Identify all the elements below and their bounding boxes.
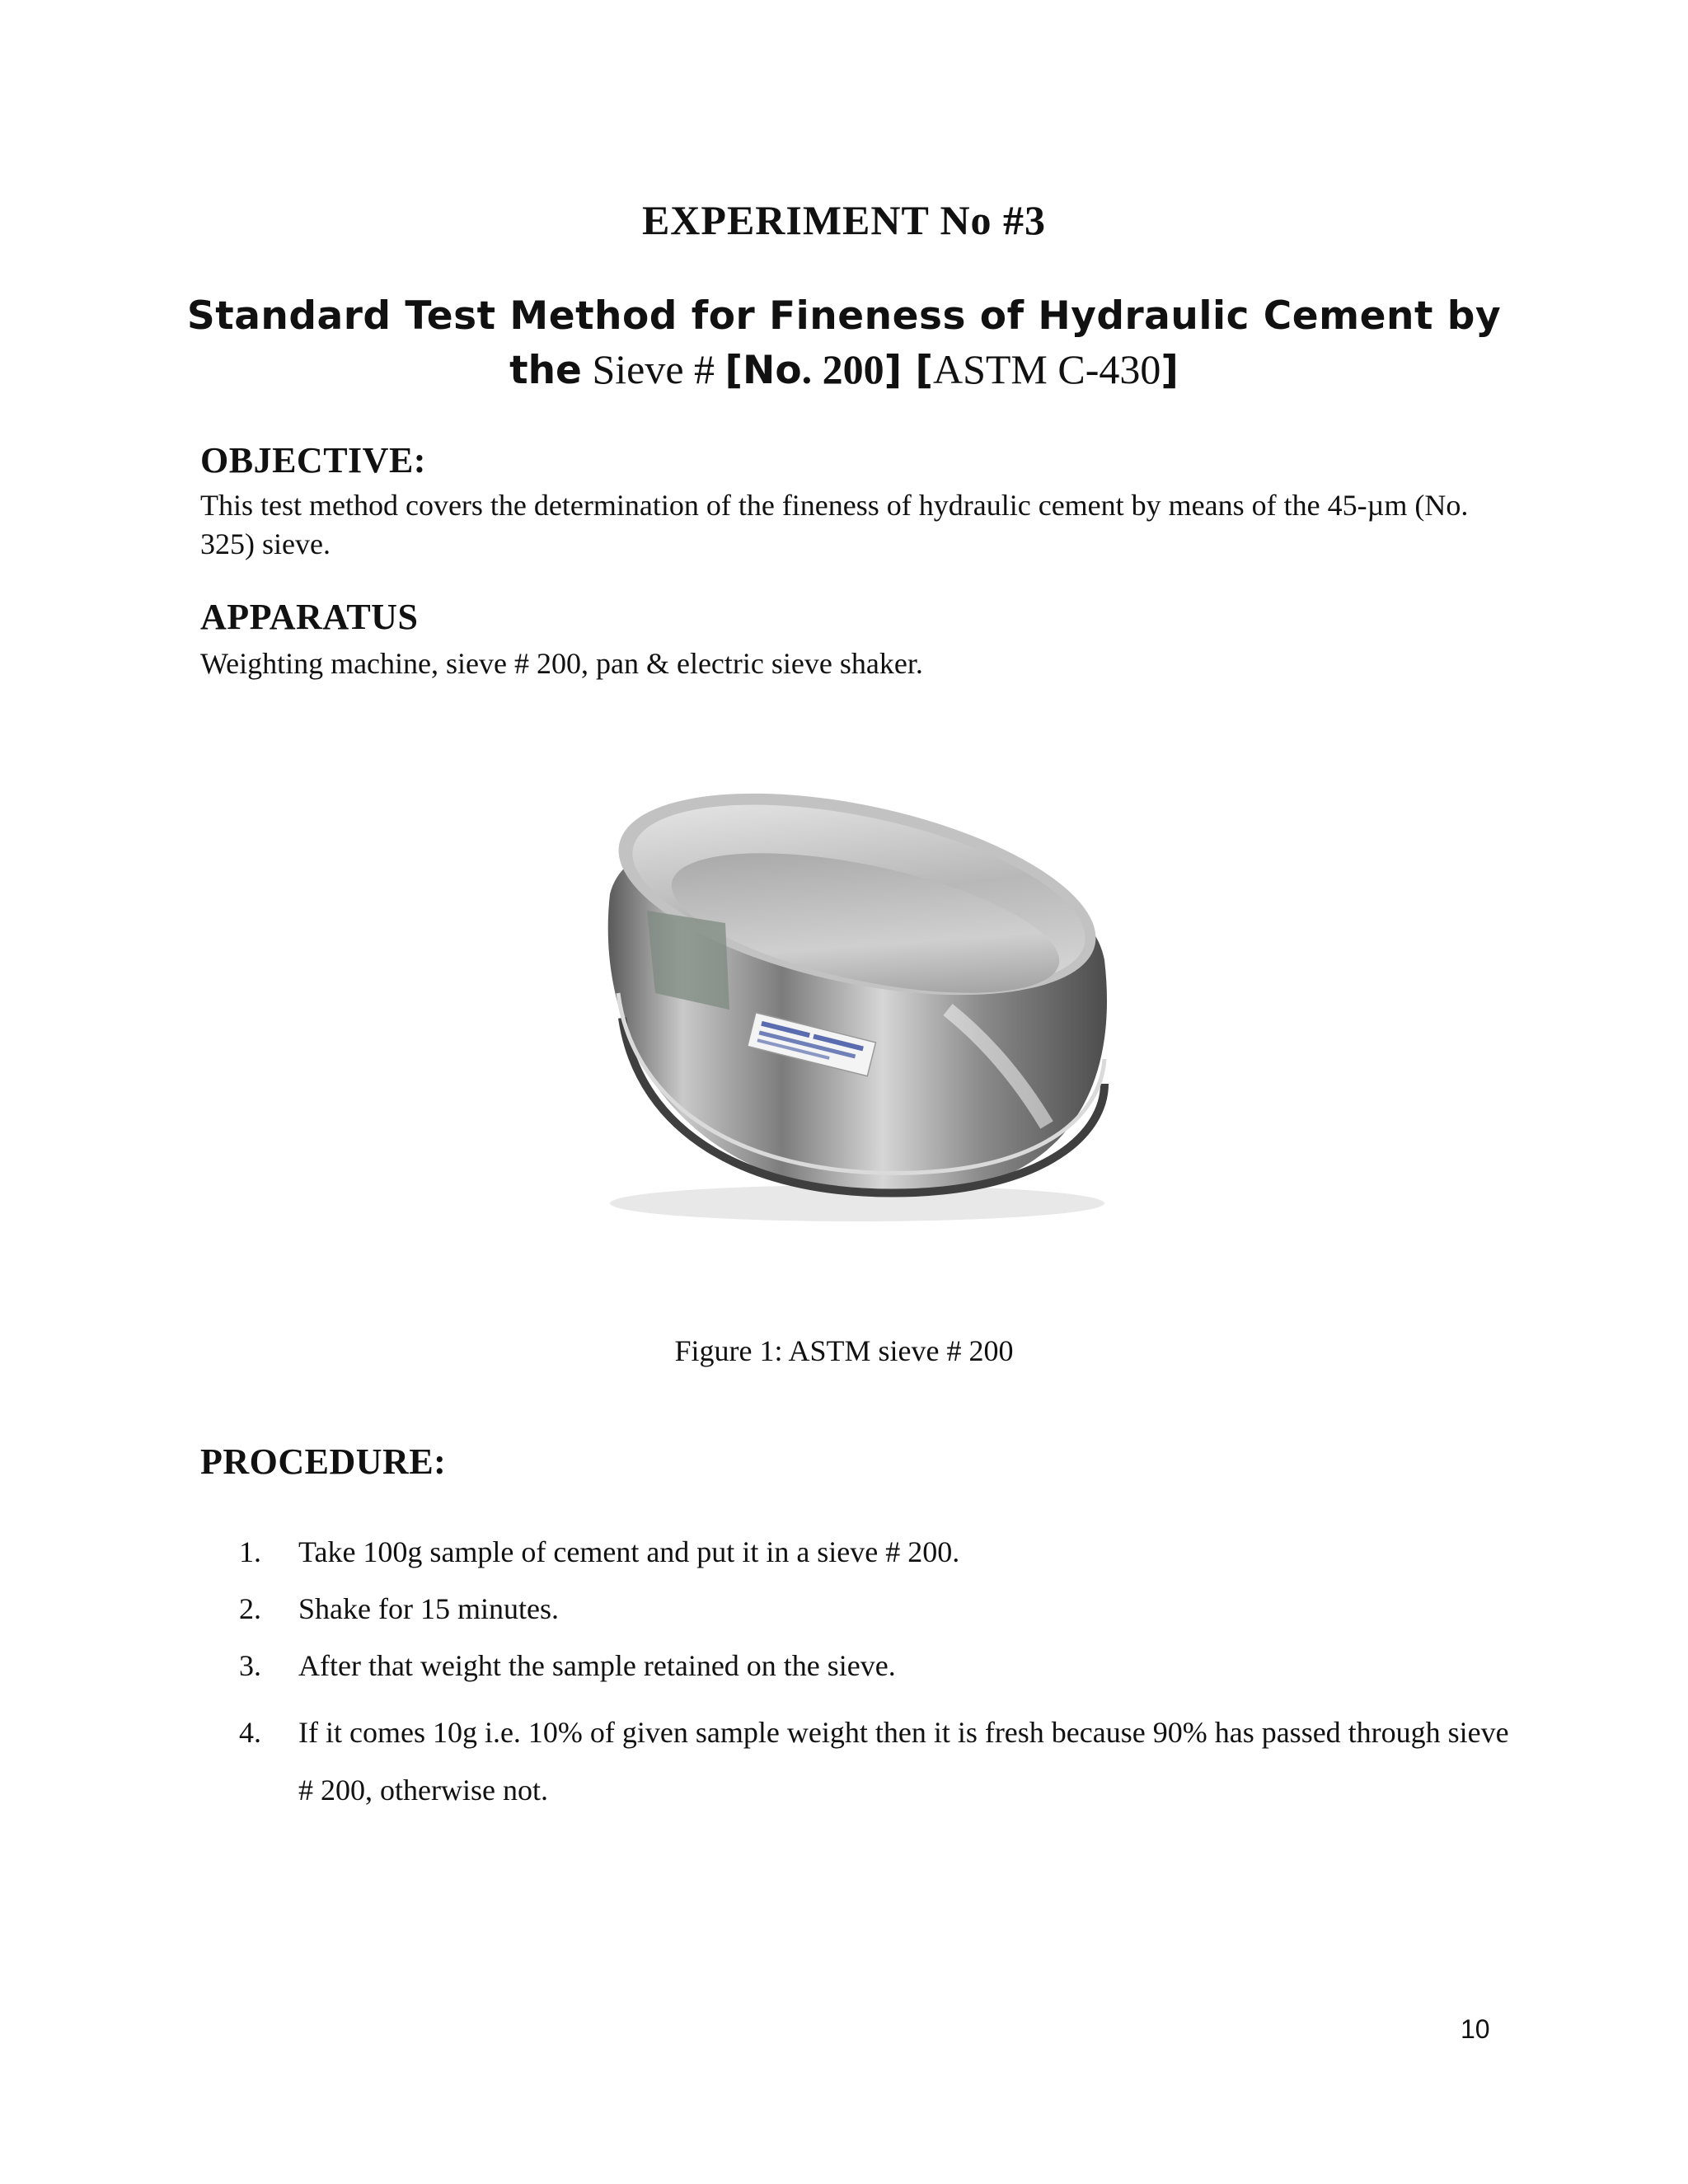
title-line-2 xyxy=(165,343,1523,397)
title-sieve: Sieve # xyxy=(581,346,725,392)
step-text: Take 100g sample of cement and put it in a sieve # 200. xyxy=(298,1535,960,1568)
document-title xyxy=(165,290,1523,397)
title-bracket-close: ] xyxy=(884,348,903,393)
procedure-heading: PROCEDURE: xyxy=(200,1441,447,1482)
title-line-1: Standard Test Method for Fineness of Hydraulic Cement by xyxy=(186,293,1502,339)
list-item xyxy=(239,1647,1525,1685)
title-bracket-open: [ xyxy=(724,348,743,393)
title-the: the xyxy=(509,348,582,393)
objective-heading: OBJECTIVE: xyxy=(200,440,426,480)
title-no: No xyxy=(743,348,802,393)
experiment-heading: EXPERIMENT No #3 xyxy=(641,197,1047,243)
step-text: If it comes 10g i.e. 10% of given sample weight then it is fresh because 90% has passed through sieve # 200, otherwise not. xyxy=(298,1716,1509,1807)
figure-caption: Figure 1: ASTM sieve # 200 xyxy=(674,1334,1014,1367)
list-item xyxy=(239,1590,1525,1628)
step-text: Shake for 15 minutes. xyxy=(298,1592,559,1625)
apparatus-text: Weighting machine, sieve # 200, pan & electric sieve shaker. xyxy=(200,647,923,680)
objective-text: This test method covers the determination of the fineness of hydraulic cement by means of the 45-µm (No. 325) sieve. xyxy=(200,489,1469,560)
title-astm: ASTM C-430 xyxy=(932,346,1161,392)
step-number: 2. xyxy=(239,1592,261,1625)
title-no-value: . 200 xyxy=(801,346,884,392)
step-number: 3. xyxy=(239,1649,261,1682)
apparatus-heading: APPARATUS xyxy=(200,597,419,637)
title-bracket-close-2: ] xyxy=(1160,348,1179,393)
step-text: After that weight the sample retained on the sieve. xyxy=(298,1649,896,1682)
procedure-list xyxy=(239,1533,1525,1838)
sieve-figure xyxy=(560,771,1137,1232)
list-item xyxy=(239,1704,1525,1819)
step-number: 4. xyxy=(239,1716,261,1749)
sieve-image xyxy=(560,771,1137,1232)
title-bracket-open-2: [ xyxy=(902,348,933,393)
step-number: 1. xyxy=(239,1535,261,1568)
list-item xyxy=(239,1533,1525,1571)
page-number: 10 xyxy=(1461,2014,1490,2044)
